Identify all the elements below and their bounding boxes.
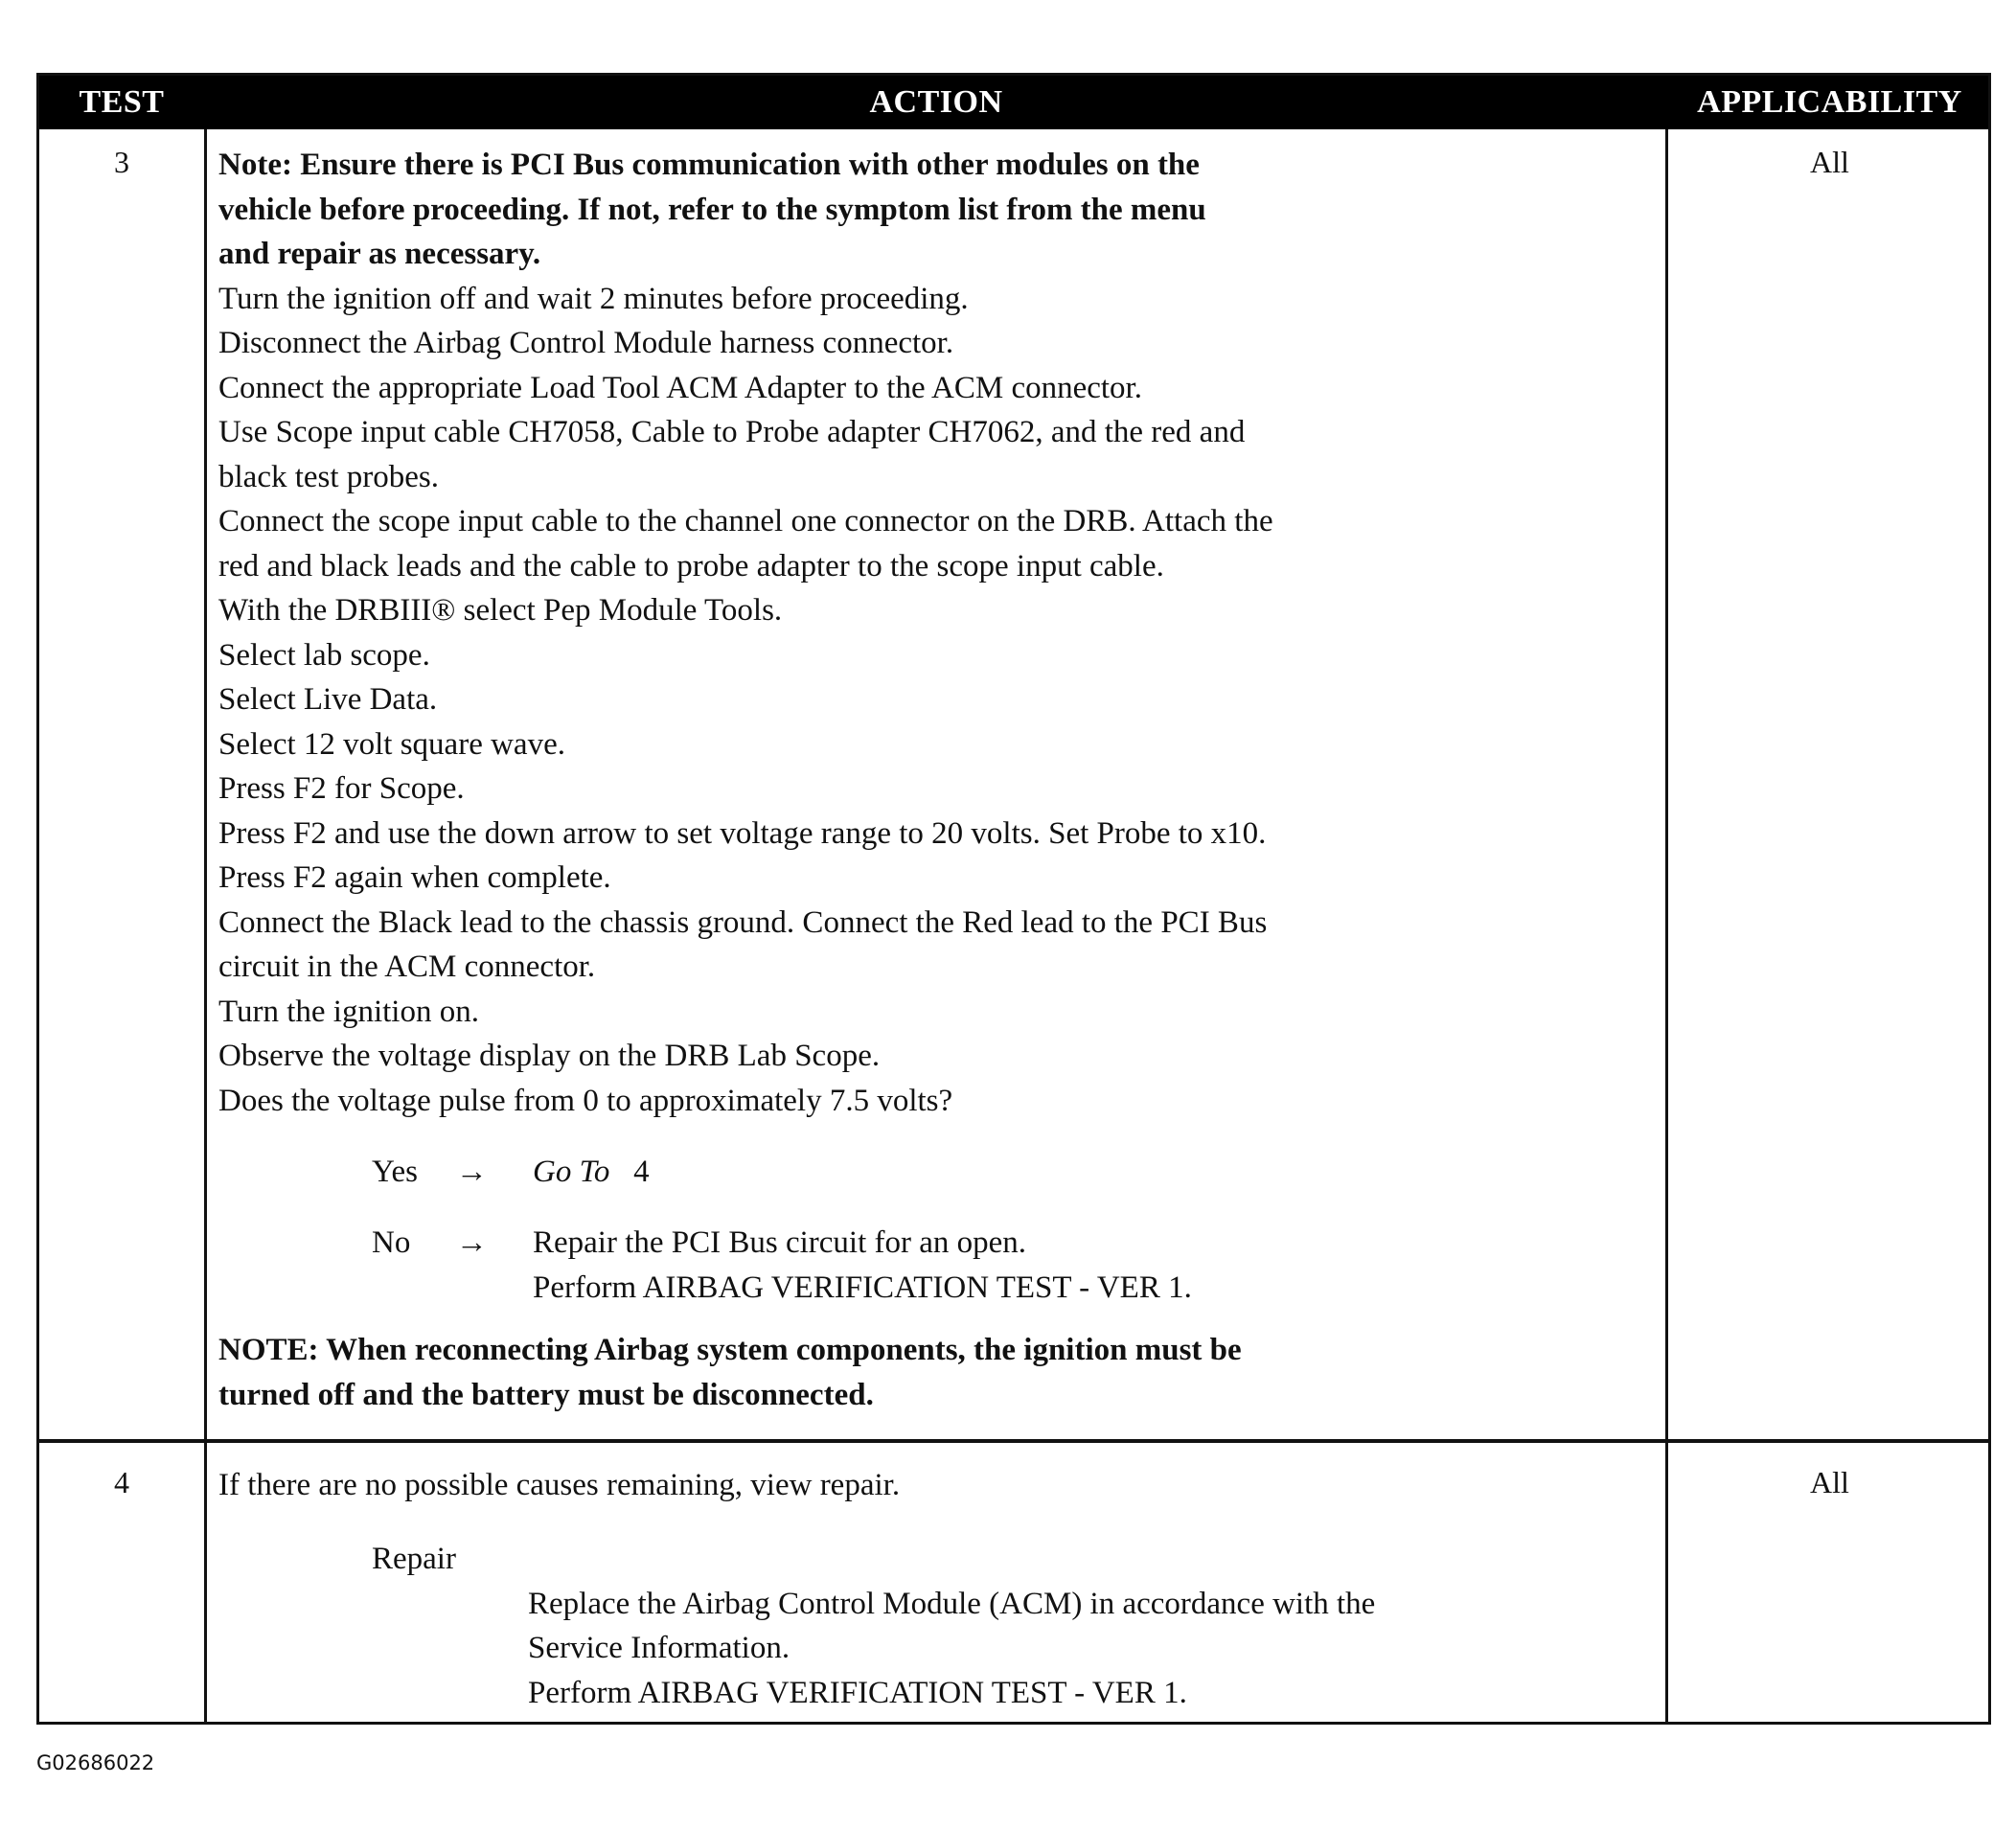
step-line: Connect the appropriate Load Tool ACM Adapter to the ACM connector. (218, 370, 1142, 405)
repair-instructions (528, 1582, 1649, 1716)
column-header-action: ACTION (869, 84, 1003, 120)
applicability-value: All (1810, 1465, 1849, 1499)
step-line: red and black leads and the cable to probe adapter to the scope input cable. (218, 548, 1164, 583)
applicability-value: All (1810, 145, 1849, 179)
no-branch (218, 1221, 1646, 1310)
right-arrow-icon: → (456, 1225, 488, 1260)
step-line: Select lab scope. (218, 637, 430, 673)
yes-branch (218, 1150, 1646, 1194)
row-divider (39, 1439, 1988, 1443)
step-line: Use Scope input cable CH7058, Cable to Probe adapter CH7062, and the red and (218, 415, 1246, 449)
go-to-label: Go To (533, 1155, 610, 1189)
column-header-applicability: APPLICABILITY (1697, 84, 1962, 120)
step-line: Turn the ignition on. (218, 994, 479, 1029)
test-4-action (218, 1463, 1646, 1712)
repair-line: Perform AIRBAG VERIFICATION TEST - VER 1. (528, 1675, 1187, 1710)
step-line: black test probes. (218, 459, 440, 494)
figure-id: G02686022 (36, 1751, 155, 1774)
repair-line: Service Information. (528, 1631, 790, 1665)
test-number: 4 (114, 1465, 129, 1499)
step-line: Select 12 volt square wave. (218, 726, 565, 762)
step-line: Press F2 again when complete. (218, 860, 611, 895)
step-line: Observe the voltage display on the DRB Lab Scope. (218, 1039, 881, 1073)
warning-line: NOTE: When reconnecting Airbag system components, the ignition must be (218, 1333, 1242, 1367)
yes-label: Yes (372, 1155, 419, 1189)
step-line: Select Live Data. (218, 682, 438, 717)
no-result-line: Repair the PCI Bus circuit for an open. (533, 1225, 1027, 1260)
step-line: Connect the Black lead to the chassis ground. Connect the Red lead to the PCI Bus (218, 904, 1268, 940)
repair-line: Replace the Airbag Control Module (ACM) in accordance with the (528, 1586, 1376, 1621)
warning-line: turned off and the battery must be disconnected. (218, 1377, 874, 1412)
go-to-target: 4 (633, 1155, 650, 1189)
note-line: and repair as necessary. (218, 237, 541, 271)
test-number: 3 (114, 145, 129, 179)
step-line: Press F2 and use the down arrow to set voltage range to 20 volts. Set Probe to x10. (218, 815, 1267, 851)
note-line: Note: Ensure there is PCI Bus communication with other modules on the (218, 148, 1200, 182)
column-header-test: TEST (79, 84, 165, 120)
right-arrow-icon: → (456, 1155, 488, 1189)
no-label: No (372, 1225, 411, 1260)
repair-label: Repair (372, 1541, 456, 1576)
note-line: vehicle before proceeding. If not, refer to the symptom list from the menu (218, 192, 1206, 227)
step-line: circuit in the ACM connector. (218, 949, 596, 984)
step-line: Does the voltage pulse from 0 to approximately 7.5 volts? (218, 1083, 953, 1118)
test-3-action (218, 143, 1646, 1417)
step-line: Connect the scope input cable to the channel one connector on the DRB. Attach the (218, 504, 1273, 538)
step-line: Disconnect the Airbag Control Module harness connector. (218, 326, 954, 360)
step-line: Press F2 for Scope. (218, 771, 465, 806)
table-header (39, 76, 1988, 129)
step-line: With the DRBIII® select Pep Module Tools. (218, 593, 783, 628)
diagnostic-test-table (36, 73, 1991, 1725)
intro-line: If there are no possible causes remaining, view repair. (218, 1468, 901, 1502)
column-divider (204, 129, 207, 1722)
no-result-line: Perform AIRBAG VERIFICATION TEST - VER 1. (533, 1270, 1192, 1305)
step-line: Turn the ignition off and wait 2 minutes before proceeding. (218, 281, 969, 316)
